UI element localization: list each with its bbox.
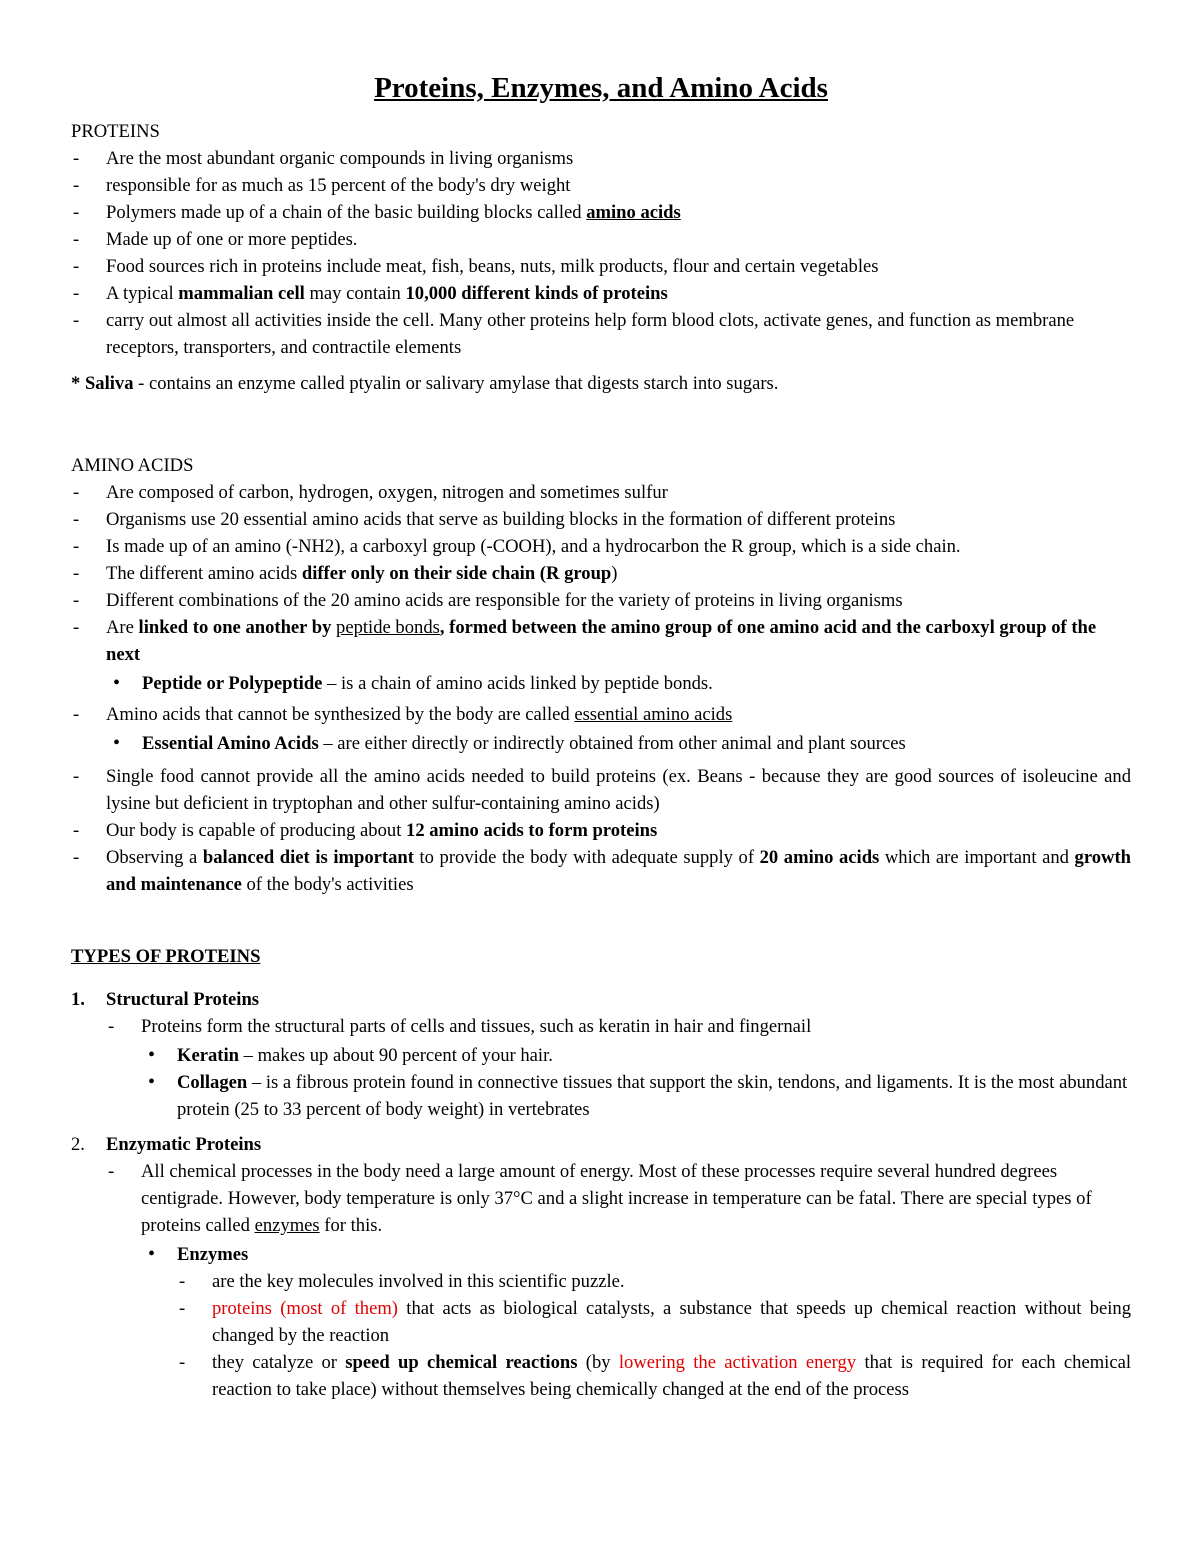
amino-acids-term: amino acids: [586, 202, 681, 223]
list-item: 1. Structural Proteins - Proteins form the structural parts of cells and tissues, such as keratin in hair and fingernail • Keratin – makes up about 90 percent of your hair. • Collagen – is a fibrous protein found in connective tissues that support the skin, tendons, and ligaments. It is the most abundant protein (25 to 33 percent of body weight) in vertebrates: [71, 986, 1131, 1123]
types-heading: TYPES OF PROTEINS: [71, 946, 261, 967]
peptide-bonds-term: peptide bonds: [336, 617, 440, 638]
list-item: - Are composed of carbon, hydrogen, oxygen, nitrogen and sometimes sulfur: [71, 479, 1131, 506]
essential-amino-acids-term: essential amino acids: [574, 704, 733, 725]
list-item: 2. Enzymatic Proteins - All chemical processes in the body need a large amount of energy. Most of these processes require several hundred degrees centigrade. However, body temperature is only 37°C and a slight increase in temperature can be fatal. There are special types of proteins called enzymes for this. • Enzymes - are the key molecules involved in this scientific puzzle. - proteins (most of them) that acts as biological catalysts, a substance that speeds up chemical reaction without being changed by the reaction - they catalyze or speed up chemical reactions (by lowering the activation energy that is required for each chemical reaction to take place) without themselves being chemically changed at the end of the process: [71, 1131, 1131, 1403]
list-item: - Organisms use 20 essential amino acids that serve as building blocks in the formation of different proteins: [71, 506, 1131, 533]
list-item: - Our body is capable of producing about 12 amino acids to form proteins: [71, 817, 1131, 844]
list-item: • Essential Amino Acids – are either directly or indirectly obtained from other animal and plant sources: [106, 730, 1131, 757]
list-item: - Is made up of an amino (-NH2), a carboxyl group (-COOH), and a hydrocarbon the R group, which is a side chain.: [71, 533, 1131, 560]
proteins-heading: PROTEINS: [71, 121, 160, 142]
list-item: • Collagen – is a fibrous protein found in connective tissues that support the skin, tendons, and ligaments. It is the most abundant protein (25 to 33 percent of body weight) in vertebrates: [141, 1069, 1131, 1123]
list-item: - carry out almost all activities inside the cell. Many other proteins help form blood clots, activate genes, and function as membrane receptors, transporters, and contractile elements: [71, 307, 1131, 361]
list-item: - Made up of one or more peptides.: [71, 226, 1131, 253]
list-item: - Different combinations of the 20 amino acids are responsible for the variety of proteins in living organisms: [71, 587, 1131, 614]
list-item: • Peptide or Polypeptide – is a chain of amino acids linked by peptide bonds.: [106, 670, 1131, 697]
list-item: - are the key molecules involved in this scientific puzzle.: [177, 1268, 1131, 1295]
page-title: Proteins, Enzymes, and Amino Acids: [374, 72, 828, 104]
structural-proteins-title: Structural Proteins: [106, 989, 260, 1010]
list-item: - The different amino acids differ only on their side chain (R group): [71, 560, 1131, 587]
list-item: - responsible for as much as 15 percent of the body's dry weight: [71, 172, 1131, 199]
document-page: [71, 68, 1131, 1411]
amino-acids-heading: AMINO ACIDS: [71, 455, 194, 476]
list-item: - Are linked to one another by peptide bonds, formed between the amino group of one amino acid and the carboxyl group of the next • Peptide or Polypeptide – is a chain of amino acids linked by peptide bonds.: [71, 614, 1131, 697]
list-item: - Observing a balanced diet is important to provide the body with adequate supply of 20 amino acids which are important and growth and maintenance of the body's activities: [71, 844, 1131, 898]
essential-bullet-list: [106, 730, 1131, 757]
list-item: • Keratin – makes up about 90 percent of your hair.: [141, 1042, 1131, 1069]
enzymes-term: enzymes: [254, 1215, 320, 1236]
list-item: - A typical mammalian cell may contain 10,000 different kinds of proteins: [71, 280, 1131, 307]
list-item: • Enzymes - are the key molecules involved in this scientific puzzle. - proteins (most of them) that acts as biological catalysts, a substance that speeds up chemical reaction without being changed by the reaction - they catalyze or speed up chemical reactions (by lowering the activation energy that is required for each chemical reaction to take place) without themselves being chemically changed at the end of the process: [141, 1241, 1131, 1403]
list-item: - All chemical processes in the body need a large amount of energy. Most of these processes require several hundred degrees centigrade. However, body temperature is only 37°C and a slight increase in temperature can be fatal. There are special types of proteins called enzymes for this. • Enzymes - are the key molecules involved in this scientific puzzle. - proteins (most of them) that acts as biological catalysts, a substance that speeds up chemical reaction without being changed by the reaction - they catalyze or speed up chemical reactions (by lowering the activation energy that is required for each chemical reaction to take place) without themselves being chemically changed at the end of the process: [106, 1158, 1131, 1403]
amino-acids-list: [71, 479, 1131, 898]
types-list: [71, 986, 1131, 1403]
proteins-list: [71, 145, 1131, 361]
list-item: - Are the most abundant organic compounds in living organisms: [71, 145, 1131, 172]
list-item: - Amino acids that cannot be synthesized by the body are called essential amino acids • Essential Amino Acids – are either directly or indirectly obtained from other animal and plant sources: [71, 701, 1131, 757]
list-item: - proteins (most of them) that acts as biological catalysts, a substance that speeds up chemical reaction without being changed by the reaction: [177, 1295, 1131, 1349]
list-item: - they catalyze or speed up chemical reactions (by lowering the activation energy that is required for each chemical reaction to take place) without themselves being chemically changed at the end of the process: [177, 1349, 1131, 1403]
list-item: - Food sources rich in proteins include meat, fish, beans, nuts, milk products, flour and certain vegetables: [71, 253, 1131, 280]
peptide-bullet-list: [106, 670, 1131, 697]
list-item: - Single food cannot provide all the amino acids needed to build proteins (ex. Beans - because they are good sources of isoleucine and lysine but deficient in tryptophan and other sulfur-containing amino acids): [71, 763, 1131, 817]
list-item: - Polymers made up of a chain of the basic building blocks called amino acids: [71, 199, 1131, 226]
list-item: - Proteins form the structural parts of cells and tissues, such as keratin in hair and fingernail • Keratin – makes up about 90 percent of your hair. • Collagen – is a fibrous protein found in connective tissues that support the skin, tendons, and ligaments. It is the most abundant protein (25 to 33 percent of body weight) in vertebrates: [106, 1013, 1131, 1123]
enzymatic-proteins-title: Enzymatic Proteins: [106, 1134, 262, 1155]
saliva-note: * Saliva - contains an enzyme called ptyalin or salivary amylase that digests starch into sugars.: [71, 373, 779, 394]
